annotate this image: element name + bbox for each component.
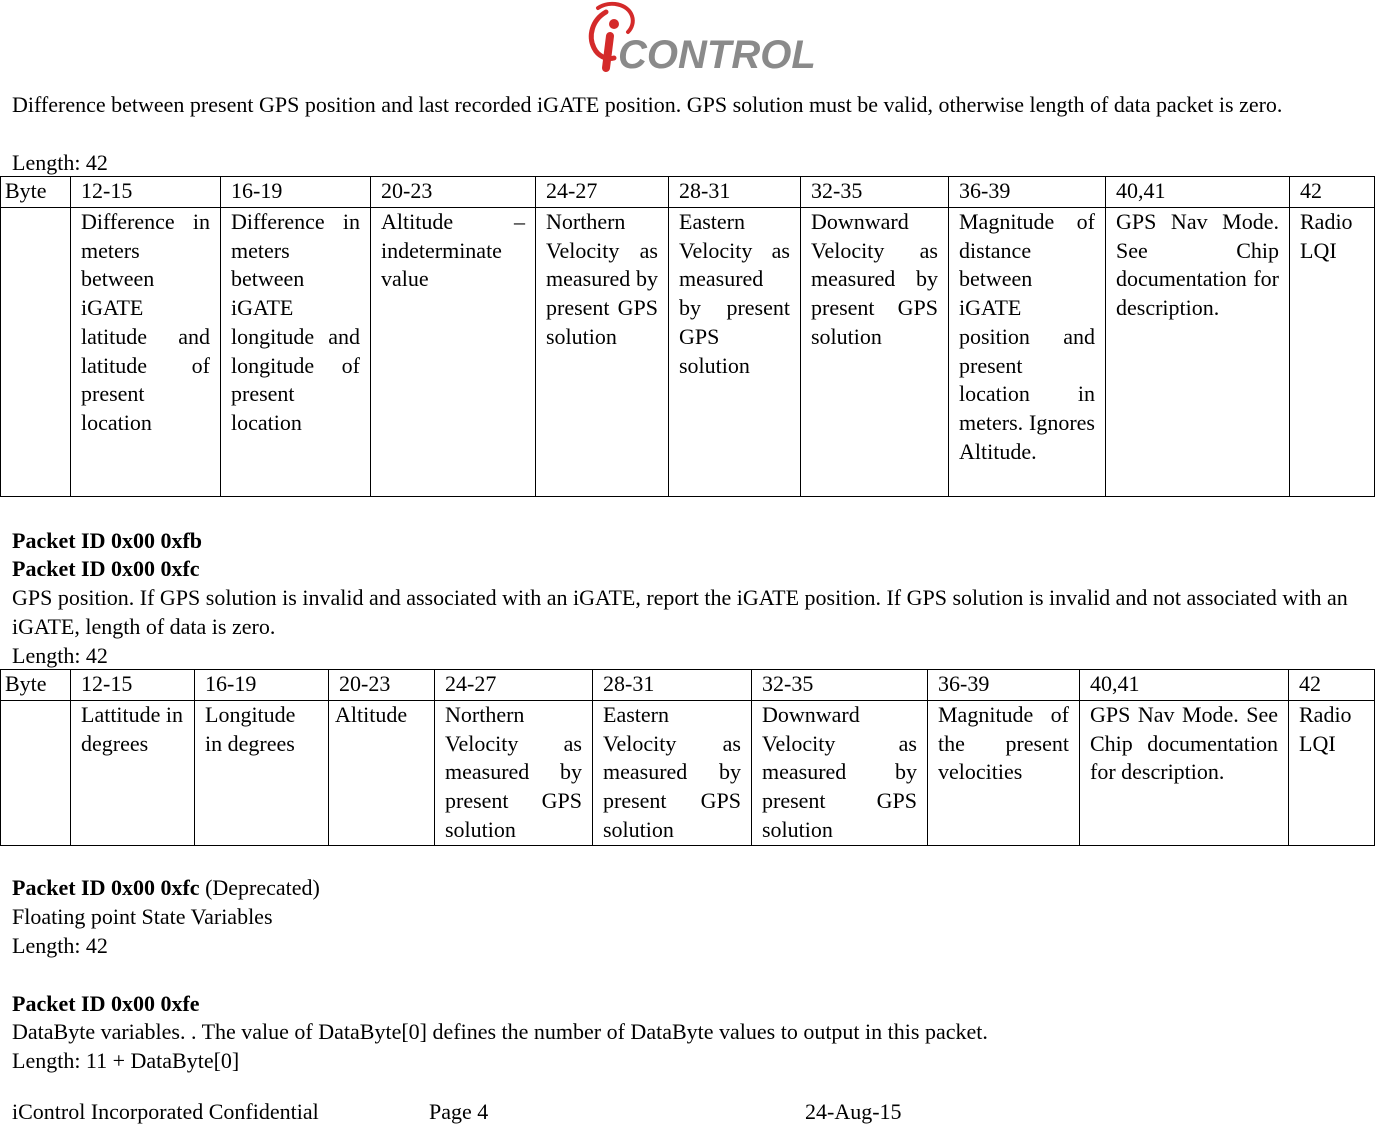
table-cell: GPS Nav Mode. See Chip documentation for description. <box>1080 701 1289 846</box>
table-header-cell: 24-27 <box>435 670 593 701</box>
section3-heading <box>12 873 1362 902</box>
section3-description: Floating point State Variables <box>12 904 273 929</box>
section4-length: Length: 11 + DataByte[0] <box>12 1048 240 1073</box>
company-logo <box>584 2 816 78</box>
table-header-cell: 32-35 <box>752 670 928 701</box>
section2-description: GPS position. If GPS solution is invalid and associated with an iGATE, report the iGATE position. If GPS solution is invalid and not associated with an iGATE, length of data is zero. <box>12 585 1348 639</box>
table-cell: Altitude – indeterminate value <box>371 208 536 497</box>
table-header-cell: 20-23 <box>329 670 435 701</box>
section2-length: Length: 42 <box>12 643 108 668</box>
section1-length: Length: 42 <box>12 150 108 175</box>
table-header-cell: 24-27 <box>536 177 669 208</box>
section2-table <box>0 669 1375 846</box>
table-header-cell: 12-15 <box>71 177 221 208</box>
table-header-cell: 20-23 <box>371 177 536 208</box>
table-header-cell: 36-39 <box>949 177 1106 208</box>
table-cell: Difference in meters between iGATE latitude and latitude of present location <box>71 208 221 497</box>
section3-packet-id: Packet ID 0x00 0xfc <box>12 875 200 900</box>
table-cell <box>1 701 71 846</box>
logo-text: CONTROL <box>618 33 816 77</box>
table-cell: Downward Velocity as measured by present GPS solution <box>752 701 928 846</box>
table-cell: Radio LQI <box>1289 701 1375 846</box>
table-cell: Eastern Velocity as measured by present GPS solution <box>593 701 752 846</box>
table-cell: Northern Velocity as measured by present GPS solution <box>536 208 669 497</box>
section4-description: DataByte variables. . The value of DataByte[0] defines the number of DataByte values to output in this packet. <box>12 1019 988 1044</box>
table-header-cell: 40,41 <box>1106 177 1290 208</box>
table-header-cell: 28-31 <box>593 670 752 701</box>
table-header-cell: 36-39 <box>928 670 1080 701</box>
section3-length: Length: 42 <box>12 933 108 958</box>
table-row <box>1 701 1375 846</box>
table-cell: Downward Velocity as measured by present GPS solution <box>801 208 949 497</box>
section2-packet-id-2: Packet ID 0x00 0xfc <box>12 556 200 581</box>
section2-packet-id-1: Packet ID 0x00 0xfb <box>12 528 203 553</box>
table-header-row <box>1 670 1375 701</box>
section4-packet-id: Packet ID 0x00 0xfe <box>12 991 200 1016</box>
table-header-cell: Byte <box>1 177 71 208</box>
table-cell: Lattitude in degrees <box>71 701 195 846</box>
table-cell: Magnitude of distance between iGATE position and present location in meters. Ignores Altitude. <box>949 208 1106 497</box>
table-header-cell: 42 <box>1290 177 1375 208</box>
table-cell: Difference in meters between iGATE longitude and longitude of present location <box>221 208 371 497</box>
table-header-cell: 32-35 <box>801 177 949 208</box>
table-cell: Magnitude of the present velocities <box>928 701 1080 846</box>
table-header-cell: Byte <box>1 670 71 701</box>
section1-description: Difference between present GPS position and last recorded iGATE position. GPS solution must be valid, otherwise length of data packet is zero. <box>12 92 1283 117</box>
table-header-cell: 16-19 <box>195 670 329 701</box>
table-row <box>1 208 1375 497</box>
table-header-cell: 40,41 <box>1080 670 1289 701</box>
table-header-cell: 16-19 <box>221 177 371 208</box>
table-cell: Altitude <box>329 701 435 846</box>
table-cell <box>1 208 71 497</box>
table-cell: Northern Velocity as measured by present GPS solution <box>435 701 593 846</box>
table-header-row <box>1 177 1375 208</box>
section3-note: (Deprecated) <box>199 875 320 900</box>
section1-table <box>0 176 1375 497</box>
table-cell: Radio LQI <box>1290 208 1375 497</box>
table-header-cell: 28-31 <box>669 177 801 208</box>
table-header-cell: 42 <box>1289 670 1375 701</box>
footer-page: Page 4 <box>429 1099 489 1124</box>
footer-date: 24-Aug-15 <box>805 1099 902 1124</box>
table-header-cell: 12-15 <box>71 670 195 701</box>
table-cell: Longitude in degrees <box>195 701 329 846</box>
table-cell: Eastern Velocity as measured by present GPS solution <box>669 208 801 497</box>
footer-company: iControl Incorporated Confidential <box>12 1099 319 1124</box>
table-cell: GPS Nav Mode. See Chip documentation for description. <box>1106 208 1290 497</box>
